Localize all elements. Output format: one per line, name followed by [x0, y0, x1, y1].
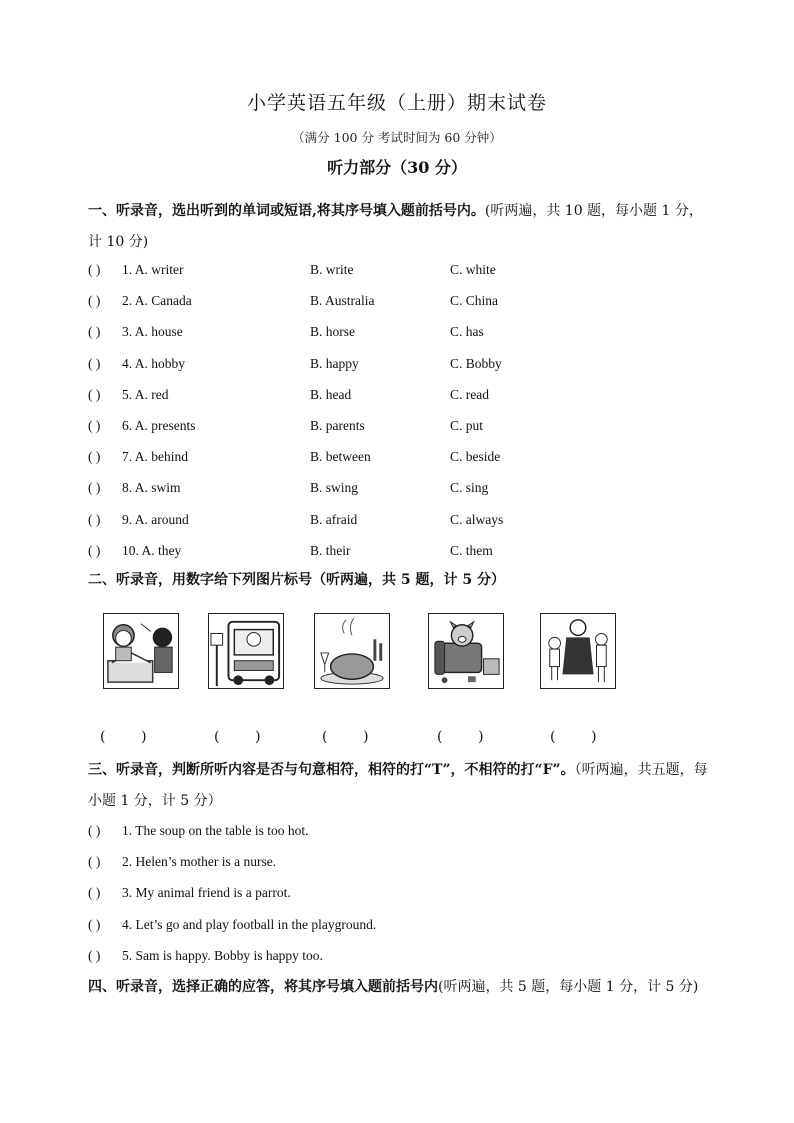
part4-instruction-note: (听两遍，共 5 题，每小题 1 分，计 5 分) — [438, 979, 699, 995]
part3-instruction — [88, 755, 710, 817]
option-a: 8. A. swim — [122, 480, 181, 496]
option-a: 9. A. around — [122, 511, 189, 527]
answer-blank[interactable]: ( ) — [88, 324, 101, 340]
option-c: C. China — [450, 293, 499, 309]
option-c: C. always — [450, 511, 504, 527]
option-b: B. Australia — [310, 293, 375, 309]
option-a: 7. A. behind — [122, 449, 188, 465]
part1-instruction-note: (听两遍，共 10 题，每小题 1 分，计 10 分) — [88, 203, 703, 250]
bus-driver-picture — [208, 613, 284, 689]
option-b: B. happy — [310, 355, 359, 371]
option-c: C. beside — [450, 449, 501, 465]
answer-blank[interactable]: ( ) — [88, 947, 101, 963]
statement-text: 5. Sam is happy. Bobby is happy too. — [122, 947, 323, 963]
answer-blank[interactable]: ( ) — [88, 355, 101, 371]
option-b: B. horse — [310, 324, 355, 340]
exam-title: 小学英语五年级（上册）期末试卷 — [246, 92, 547, 114]
answer-blank[interactable]: ( ) — [88, 542, 101, 558]
part2-instruction-text: 二、听录音，用数字给下列图片标号（听两遍，共 5 题，计 5 分） — [88, 572, 505, 588]
children-reading-picture — [103, 613, 179, 689]
answer-blank[interactable]: ( ) — [88, 293, 101, 309]
answer-blank[interactable]: ( ) — [88, 511, 101, 527]
statement-text: 4. Let’s go and play football in the playground. — [122, 916, 377, 932]
answer-blank[interactable]: ( ) — [88, 480, 101, 496]
option-b: B. between — [310, 449, 371, 465]
option-c: C. sing — [450, 480, 489, 496]
option-a: 4. A. hobby — [122, 355, 186, 371]
statement-text: 1. The soup on the table is too hot. — [122, 823, 309, 838]
option-c: C. has — [450, 324, 484, 340]
part1-instruction — [88, 196, 710, 258]
answer-blank[interactable]: ( ) — [88, 885, 101, 901]
exam-subtitle: （满分 100 分 考试时间为 60 分钟） — [292, 130, 502, 145]
option-c: C. read — [450, 386, 489, 402]
part3-instruction-main: 三、听录音，判断所听内容是否与句意相符，相符的打“T”，不相符的打“F”。 — [88, 762, 575, 778]
option-a: 3. A. house — [122, 324, 183, 340]
option-a: 2. A. Canada — [122, 293, 192, 309]
option-a: 1. A. writer — [122, 262, 184, 277]
picture-answer-blank[interactable]: ( ) — [100, 729, 147, 745]
picture-answer-blank[interactable]: ( ) — [550, 729, 597, 745]
answer-blank[interactable]: ( ) — [88, 262, 101, 277]
roast-turkey-dinner-picture — [314, 613, 390, 689]
option-c: C. put — [450, 418, 484, 433]
option-b: B. write — [310, 262, 354, 277]
answer-blank[interactable]: ( ) — [88, 386, 101, 402]
option-c: C. Bobby — [450, 355, 502, 371]
statement-text: 3. My animal friend is a parrot. — [122, 885, 291, 901]
part3-instruction-note: （听两遍，共五题，每小题 1 分，计 5 分） — [88, 762, 708, 809]
answer-blank[interactable]: ( ) — [88, 854, 101, 870]
statement-text: 2. Helen’s mother is a nurse. — [122, 854, 277, 870]
option-b: B. swing — [310, 480, 359, 496]
part2-instruction — [88, 565, 710, 596]
answer-blank[interactable]: ( ) — [88, 823, 101, 838]
part4-instruction-main: 四、听录音，选择正确的应答，将其序号填入题前括号内 — [88, 979, 438, 995]
option-b: B. their — [310, 542, 351, 558]
option-a: 10. A. they — [122, 542, 182, 558]
listening-section-heading: 听力部分（30 分） — [327, 158, 467, 177]
pig-on-sofa-picture — [428, 613, 504, 689]
answer-blank[interactable]: ( ) — [88, 916, 101, 932]
part1-instruction-main: 一、听录音，选出听到的单词或短语,将其序号填入题前括号内。 — [88, 203, 485, 219]
part4-instruction — [88, 972, 710, 1003]
picture-answer-blank[interactable]: ( ) — [214, 729, 261, 745]
option-a: 5. A. red — [122, 386, 169, 402]
answer-blank[interactable]: ( ) — [88, 418, 101, 433]
option-c: C. them — [450, 542, 493, 558]
option-b: B. afraid — [310, 511, 358, 527]
option-b: B. head — [310, 386, 352, 402]
family-picture — [540, 613, 616, 689]
picture-answer-blank[interactable]: ( ) — [437, 729, 484, 745]
option-b: B. parents — [310, 418, 365, 433]
answer-blank[interactable]: ( ) — [88, 449, 101, 465]
option-c: C. white — [450, 262, 496, 277]
picture-answer-blank[interactable]: ( ) — [322, 729, 369, 745]
option-a: 6. A. presents — [122, 418, 196, 433]
